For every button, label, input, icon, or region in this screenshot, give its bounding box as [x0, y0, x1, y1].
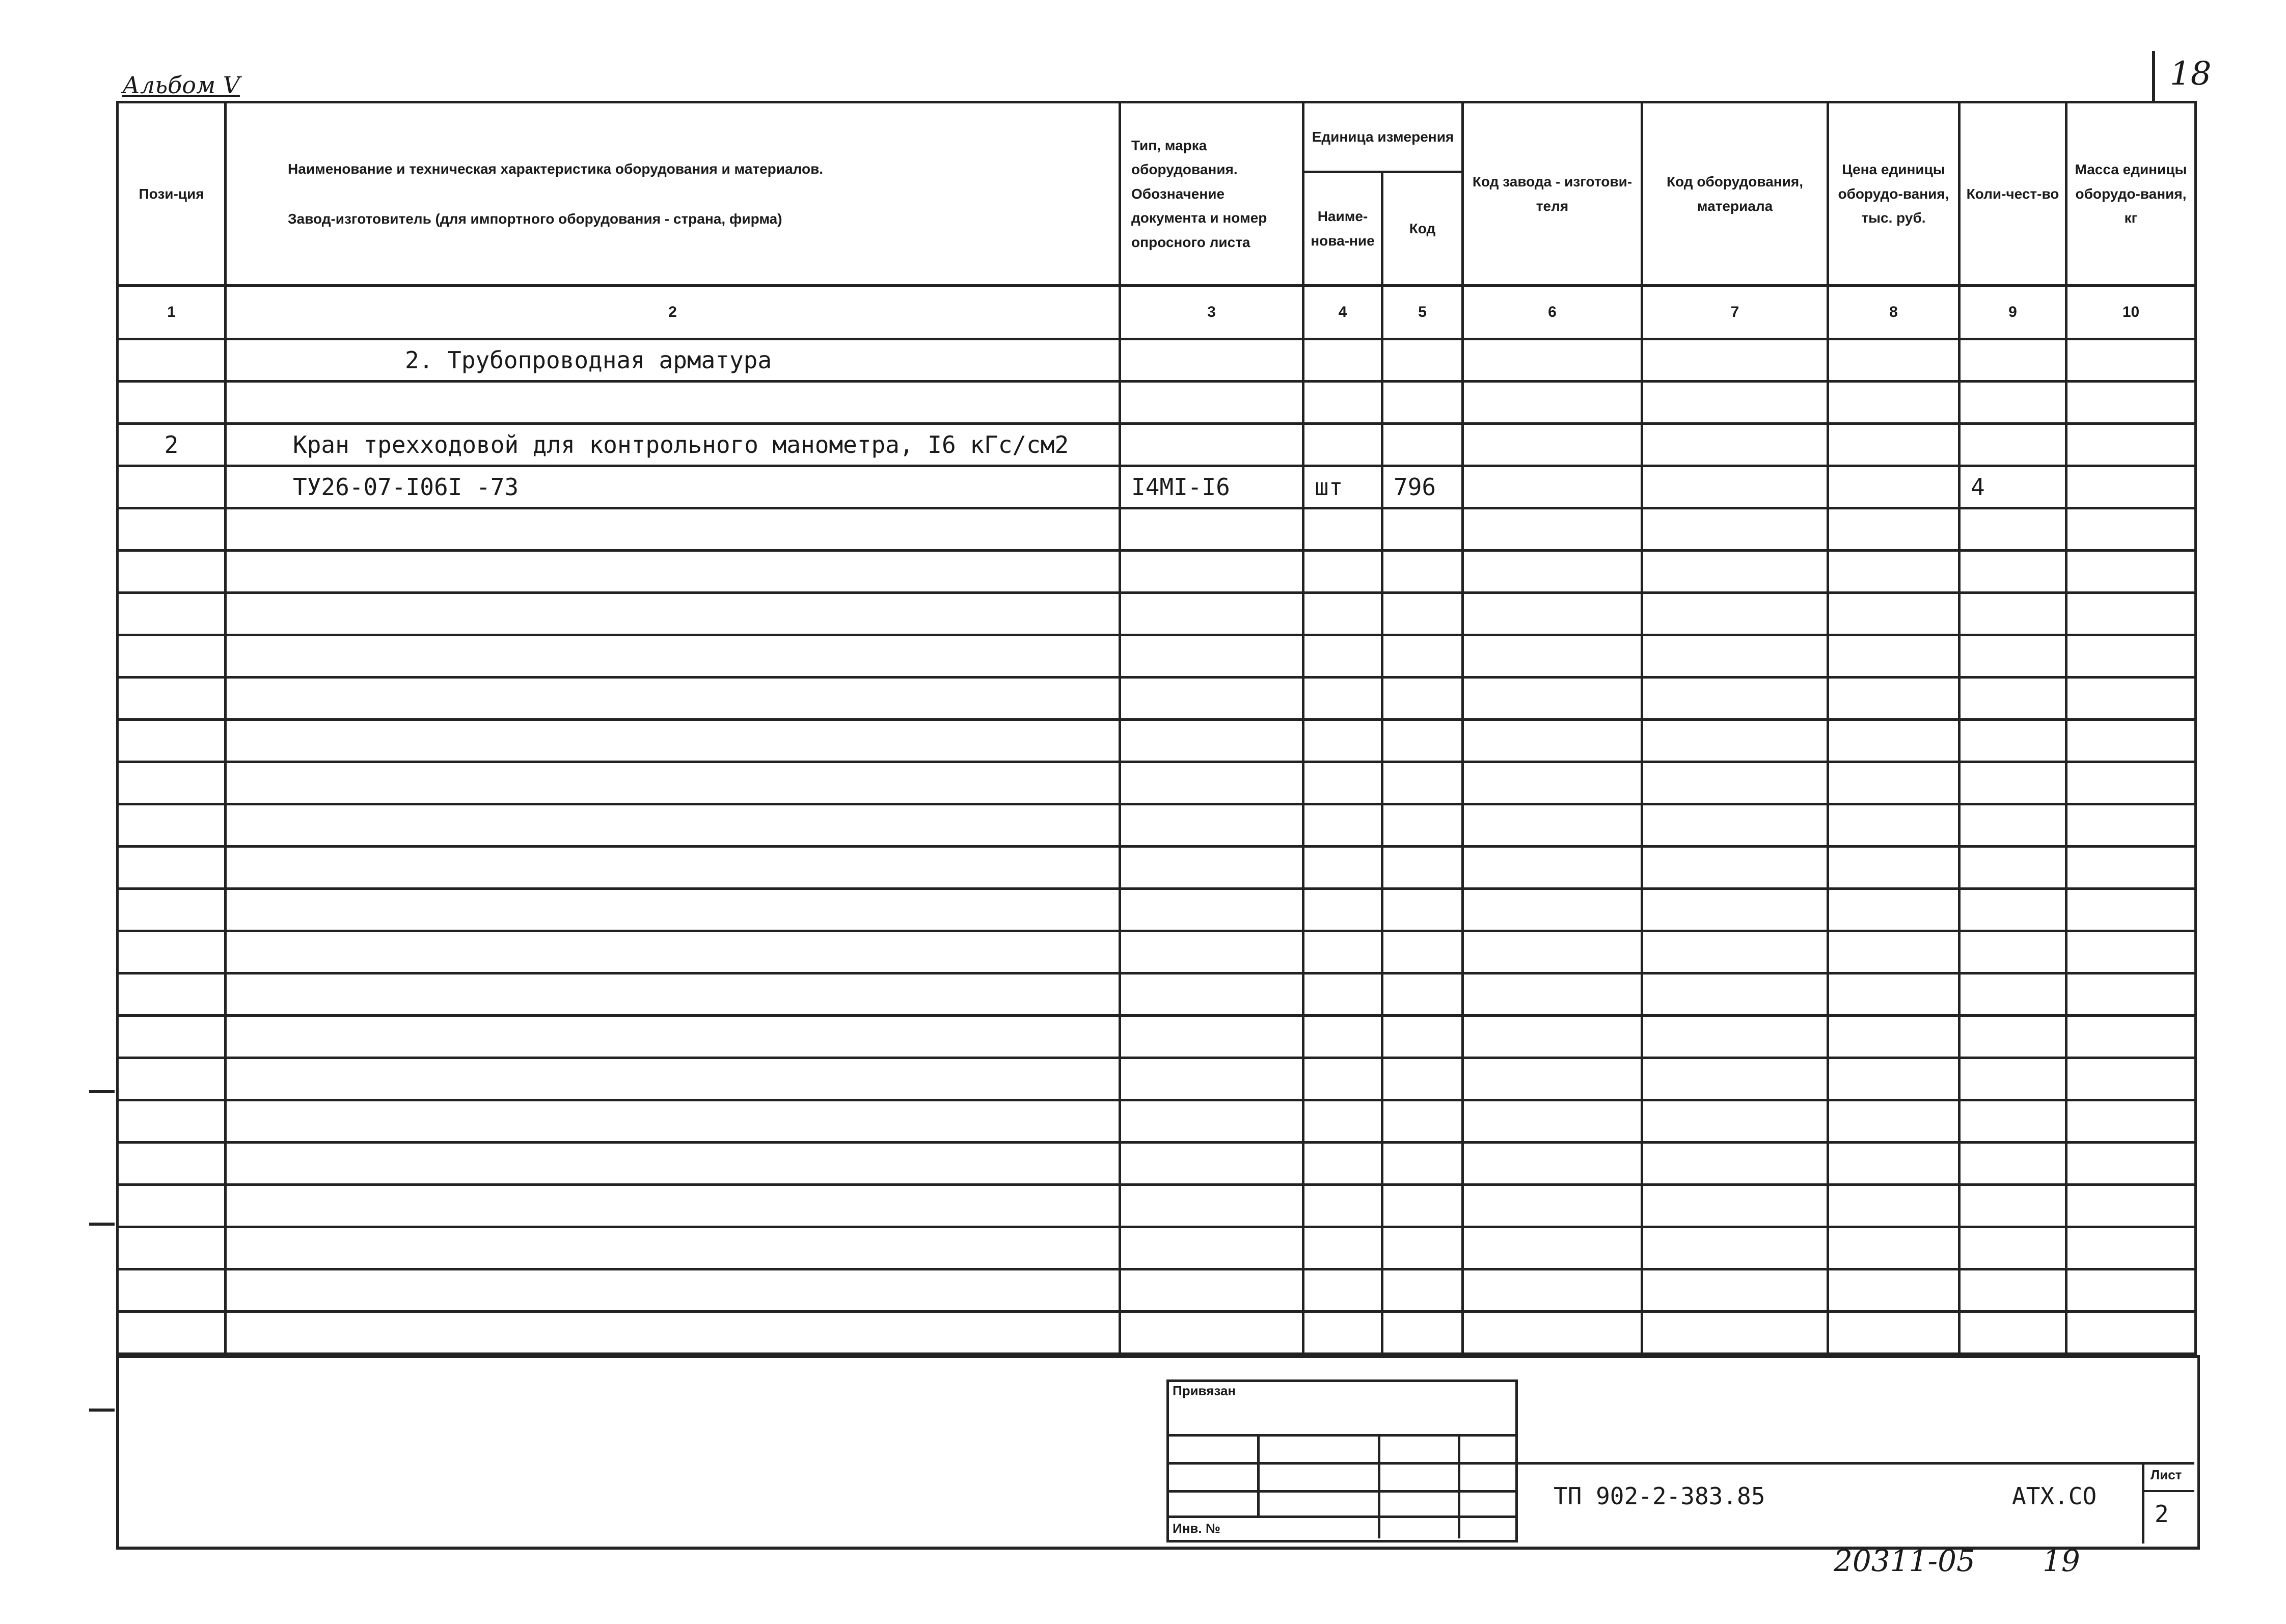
empty-cell — [1960, 1185, 2066, 1227]
empty-cell — [1642, 762, 1828, 804]
col-num: 5 — [1382, 286, 1463, 339]
empty-cell — [1382, 1312, 1463, 1354]
empty-row — [118, 635, 2196, 678]
empty-cell — [118, 889, 226, 931]
empty-cell — [118, 931, 226, 973]
margin-tick — [89, 1090, 115, 1093]
empty-cell — [1463, 678, 1642, 720]
empty-cell — [226, 973, 1120, 1016]
empty-cell — [1642, 1100, 1828, 1143]
empty-cell — [1382, 973, 1463, 1016]
empty-cell — [1828, 931, 1960, 973]
empty-cell — [1303, 1312, 1382, 1354]
empty-cell — [2066, 1143, 2196, 1185]
empty-cell — [118, 593, 226, 635]
cell-code — [1382, 424, 1463, 466]
cell-type — [1120, 382, 1303, 424]
empty-cell — [1463, 847, 1642, 889]
margin-tick — [89, 1223, 115, 1226]
empty-cell — [1960, 1016, 2066, 1058]
empty-cell — [2066, 1100, 2196, 1143]
empty-cell — [1960, 804, 2066, 847]
empty-cell — [226, 889, 1120, 931]
empty-cell — [1960, 1227, 2066, 1269]
header-unit-group: Единица измерения — [1303, 102, 1463, 172]
empty-cell — [1960, 1058, 2066, 1100]
empty-cell — [1642, 678, 1828, 720]
empty-cell — [1960, 635, 2066, 678]
empty-cell — [1303, 1227, 1382, 1269]
empty-cell — [1382, 847, 1463, 889]
empty-cell — [1828, 973, 1960, 1016]
empty-cell — [226, 635, 1120, 678]
empty-cell — [1120, 889, 1303, 931]
empty-cell — [2066, 635, 2196, 678]
empty-cell — [1642, 889, 1828, 931]
empty-cell — [118, 847, 226, 889]
empty-cell — [1463, 804, 1642, 847]
empty-row — [118, 593, 2196, 635]
empty-cell — [1642, 973, 1828, 1016]
empty-cell — [1382, 678, 1463, 720]
bottom-handwritten-number: 19 — [2043, 1544, 2080, 1578]
empty-cell — [1828, 508, 1960, 551]
empty-row — [118, 1312, 2196, 1354]
empty-cell — [1642, 635, 1828, 678]
empty-cell — [1120, 1143, 1303, 1185]
empty-cell — [1828, 635, 1960, 678]
cell-unit — [1303, 382, 1382, 424]
header-equipment-code: Код оборудования, материала — [1642, 102, 1828, 286]
empty-cell — [1303, 593, 1382, 635]
empty-cell — [1463, 762, 1642, 804]
empty-cell — [118, 804, 226, 847]
empty-cell — [2066, 1227, 2196, 1269]
table-row — [118, 466, 2196, 508]
empty-row — [118, 508, 2196, 551]
empty-row — [118, 1227, 2196, 1269]
empty-row — [118, 804, 2196, 847]
empty-cell — [1642, 508, 1828, 551]
empty-cell — [1120, 508, 1303, 551]
empty-cell — [1960, 1143, 2066, 1185]
empty-cell — [1463, 889, 1642, 931]
cell-qty — [1960, 382, 2066, 424]
empty-cell — [118, 720, 226, 762]
empty-cell — [1382, 762, 1463, 804]
doc-mark: АТХ.СО — [2012, 1482, 2097, 1510]
cell-type — [1120, 339, 1303, 382]
cell-name: ТУ26-07-I06I -73 — [226, 466, 1120, 508]
empty-cell — [1828, 1312, 1960, 1354]
empty-cell — [1382, 1143, 1463, 1185]
sheet-number: 2 — [2155, 1500, 2169, 1528]
empty-cell — [1463, 1143, 1642, 1185]
empty-cell — [118, 973, 226, 1016]
empty-cell — [1303, 635, 1382, 678]
header-factory-code: Код завода - изготови-теля — [1463, 102, 1642, 286]
empty-row — [118, 678, 2196, 720]
empty-cell — [1303, 889, 1382, 931]
empty-cell — [1642, 1269, 1828, 1312]
empty-cell — [1642, 1312, 1828, 1354]
empty-cell — [1120, 1058, 1303, 1100]
empty-row — [118, 551, 2196, 593]
empty-cell — [1828, 847, 1960, 889]
table-row — [118, 424, 2196, 466]
empty-cell — [1463, 1058, 1642, 1100]
empty-cell — [1960, 973, 2066, 1016]
empty-row — [118, 1100, 2196, 1143]
cell-type — [1120, 424, 1303, 466]
empty-cell — [226, 1100, 1120, 1143]
margin-tick — [89, 1409, 115, 1412]
empty-cell — [118, 1185, 226, 1227]
empty-cell — [1642, 720, 1828, 762]
empty-cell — [2066, 1312, 2196, 1354]
col-num: 10 — [2066, 286, 2196, 339]
empty-row — [118, 720, 2196, 762]
sheet-label: Лист — [2151, 1467, 2182, 1482]
cell-unit: шт — [1303, 466, 1382, 508]
empty-cell — [1642, 551, 1828, 593]
empty-row — [118, 1016, 2196, 1058]
empty-cell — [1303, 973, 1382, 1016]
empty-cell — [1463, 720, 1642, 762]
empty-cell — [1382, 508, 1463, 551]
empty-cell — [1303, 1058, 1382, 1100]
empty-cell — [1382, 720, 1463, 762]
empty-cell — [1960, 551, 2066, 593]
empty-cell — [1463, 635, 1642, 678]
cell-qty — [1960, 424, 2066, 466]
empty-cell — [226, 804, 1120, 847]
empty-cell — [1463, 551, 1642, 593]
empty-cell — [226, 551, 1120, 593]
col-num: 3 — [1120, 286, 1303, 339]
empty-cell — [118, 678, 226, 720]
empty-cell — [1642, 593, 1828, 635]
attached-stamp — [1166, 1379, 1518, 1542]
cell-qty: 4 — [1960, 466, 2066, 508]
empty-cell — [118, 1227, 226, 1269]
empty-cell — [1382, 1269, 1463, 1312]
empty-cell — [1642, 1016, 1828, 1058]
empty-row — [118, 762, 2196, 804]
empty-cell — [118, 551, 226, 593]
empty-cell — [1303, 508, 1382, 551]
empty-cell — [1303, 1143, 1382, 1185]
empty-cell — [1120, 551, 1303, 593]
empty-cell — [226, 847, 1120, 889]
empty-cell — [1303, 804, 1382, 847]
empty-cell — [2066, 720, 2196, 762]
empty-cell — [226, 1143, 1120, 1185]
empty-cell — [1960, 931, 2066, 973]
bottom-handwritten-code: 20311-05 — [1834, 1544, 1975, 1578]
empty-cell — [226, 1185, 1120, 1227]
empty-cell — [226, 1269, 1120, 1312]
empty-cell — [1642, 804, 1828, 847]
empty-cell — [1303, 1100, 1382, 1143]
empty-cell — [1960, 762, 2066, 804]
empty-cell — [118, 1058, 226, 1100]
empty-cell — [1120, 762, 1303, 804]
empty-cell — [1960, 720, 2066, 762]
empty-cell — [1463, 1312, 1642, 1354]
empty-cell — [2066, 762, 2196, 804]
empty-cell — [118, 1143, 226, 1185]
empty-cell — [1463, 1185, 1642, 1227]
empty-cell — [1120, 804, 1303, 847]
empty-cell — [1642, 847, 1828, 889]
album-label: Альбом V — [122, 71, 240, 99]
empty-cell — [1303, 1185, 1382, 1227]
empty-row — [118, 847, 2196, 889]
header-name — [226, 102, 1120, 286]
header-mass: Масса единицы оборудо-вания, кг — [2066, 102, 2196, 286]
col-num: 7 — [1642, 286, 1828, 339]
empty-cell — [2066, 508, 2196, 551]
empty-row — [118, 1058, 2196, 1100]
empty-cell — [1120, 973, 1303, 1016]
empty-cell — [2066, 973, 2196, 1016]
empty-cell — [1960, 593, 2066, 635]
empty-cell — [1382, 1100, 1463, 1143]
cell-position: 2 — [118, 424, 226, 466]
empty-cell — [226, 508, 1120, 551]
empty-cell — [2066, 931, 2196, 973]
empty-cell — [1828, 1269, 1960, 1312]
empty-cell — [1382, 635, 1463, 678]
cell-position — [118, 382, 226, 424]
empty-cell — [1303, 551, 1382, 593]
header-name-line2: Завод-изготовитель (для импортного оборудования - страна, фирма) — [288, 210, 782, 227]
col-num: 1 — [118, 286, 226, 339]
empty-cell — [1303, 931, 1382, 973]
empty-cell — [1828, 1227, 1960, 1269]
empty-row — [118, 1269, 2196, 1312]
empty-cell — [1828, 1016, 1960, 1058]
empty-cell — [1303, 678, 1382, 720]
lower-frame — [116, 1355, 2200, 1550]
empty-cell — [1828, 678, 1960, 720]
header-price: Цена единицы оборудо-вания, тыс. руб. — [1828, 102, 1960, 286]
empty-cell — [1828, 1100, 1960, 1143]
empty-cell — [1120, 1312, 1303, 1354]
corner-number: 18 — [2170, 55, 2212, 93]
empty-cell — [2066, 1058, 2196, 1100]
header-type: Тип, марка оборудования. Обозначение документа и номер опросного листа — [1120, 102, 1303, 286]
cell-name: 2. Трубопроводная арматура — [226, 339, 1120, 382]
cell-position — [118, 466, 226, 508]
empty-cell — [1960, 678, 2066, 720]
empty-cell — [226, 678, 1120, 720]
empty-cell — [1960, 847, 2066, 889]
empty-cell — [118, 1016, 226, 1058]
cell-type: I4MI-I6 — [1120, 466, 1303, 508]
empty-row — [118, 931, 2196, 973]
empty-cell — [2066, 1016, 2196, 1058]
empty-cell — [1463, 1016, 1642, 1058]
empty-cell — [226, 720, 1120, 762]
empty-cell — [118, 635, 226, 678]
header-row — [118, 102, 2196, 172]
empty-cell — [1960, 1312, 2066, 1354]
empty-cell — [1120, 635, 1303, 678]
empty-cell — [1120, 1227, 1303, 1269]
empty-cell — [118, 508, 226, 551]
empty-cell — [1828, 804, 1960, 847]
empty-cell — [1120, 593, 1303, 635]
cell-position — [118, 339, 226, 382]
empty-cell — [1960, 508, 2066, 551]
empty-cell — [2066, 1269, 2196, 1312]
empty-cell — [1382, 1016, 1463, 1058]
cell-unit — [1303, 339, 1382, 382]
header-name-line1: Наименование и техническая характеристика оборудования и материалов. — [288, 160, 824, 177]
empty-cell — [1463, 593, 1642, 635]
empty-cell — [1828, 1143, 1960, 1185]
cell-code — [1382, 339, 1463, 382]
empty-cell — [1382, 1058, 1463, 1100]
empty-cell — [118, 1269, 226, 1312]
empty-cell — [118, 762, 226, 804]
cell-name: Кран трехходовой для контрольного манометра, I6 кГс/см2 — [226, 424, 1120, 466]
empty-cell — [1828, 1185, 1960, 1227]
empty-cell — [1120, 931, 1303, 973]
empty-cell — [1642, 1058, 1828, 1100]
empty-cell — [1382, 931, 1463, 973]
col-num: 9 — [1960, 286, 2066, 339]
empty-cell — [2066, 593, 2196, 635]
corner-divider — [2152, 51, 2155, 102]
empty-cell — [1303, 762, 1382, 804]
empty-cell — [1303, 847, 1382, 889]
column-number-row — [118, 286, 2196, 339]
empty-cell — [1960, 889, 2066, 931]
attached-label: Привязан — [1173, 1383, 1236, 1398]
empty-cell — [1828, 889, 1960, 931]
empty-cell — [2066, 678, 2196, 720]
cell-name — [226, 382, 1120, 424]
empty-cell — [1642, 1227, 1828, 1269]
empty-cell — [226, 931, 1120, 973]
empty-cell — [1642, 931, 1828, 973]
empty-cell — [1120, 678, 1303, 720]
empty-cell — [1828, 720, 1960, 762]
empty-cell — [1303, 720, 1382, 762]
empty-cell — [2066, 889, 2196, 931]
empty-cell — [118, 1312, 226, 1354]
col-num: 8 — [1828, 286, 1960, 339]
col-num: 6 — [1463, 286, 1642, 339]
empty-cell — [1382, 1185, 1463, 1227]
empty-cell — [2066, 551, 2196, 593]
cell-code: 796 — [1382, 466, 1463, 508]
empty-cell — [1382, 593, 1463, 635]
empty-cell — [2066, 847, 2196, 889]
empty-cell — [226, 593, 1120, 635]
cell-code — [1382, 382, 1463, 424]
empty-cell — [1303, 1016, 1382, 1058]
empty-cell — [1303, 1269, 1382, 1312]
empty-cell — [1120, 720, 1303, 762]
empty-cell — [1120, 1269, 1303, 1312]
empty-cell — [1828, 762, 1960, 804]
empty-cell — [1960, 1100, 2066, 1143]
col-num: 2 — [226, 286, 1120, 339]
empty-cell — [1463, 1269, 1642, 1312]
empty-cell — [1960, 1269, 2066, 1312]
empty-cell — [1120, 1100, 1303, 1143]
empty-cell — [1463, 973, 1642, 1016]
empty-row — [118, 1185, 2196, 1227]
col-num: 4 — [1303, 286, 1382, 339]
empty-cell — [1120, 1185, 1303, 1227]
empty-cell — [1382, 1227, 1463, 1269]
empty-row — [118, 1143, 2196, 1185]
empty-cell — [2066, 1185, 2196, 1227]
empty-cell — [226, 1016, 1120, 1058]
empty-cell — [1120, 847, 1303, 889]
empty-cell — [1828, 551, 1960, 593]
empty-cell — [1382, 889, 1463, 931]
table-row — [118, 382, 2196, 424]
equipment-table — [116, 101, 2197, 1355]
empty-cell — [1120, 1016, 1303, 1058]
inv-label: Инв. № — [1173, 1521, 1220, 1536]
header-unit-name: Наиме-нова-ние — [1303, 172, 1382, 285]
header-position: Пози-ция — [118, 102, 226, 286]
header-quantity: Коли-чест-во — [1960, 102, 2066, 286]
empty-cell — [226, 762, 1120, 804]
empty-row — [118, 889, 2196, 931]
empty-cell — [1828, 593, 1960, 635]
table-row — [118, 339, 2196, 382]
empty-cell — [1382, 551, 1463, 593]
empty-cell — [1642, 1143, 1828, 1185]
empty-cell — [118, 1100, 226, 1143]
header-unit-code: Код — [1382, 172, 1463, 285]
doc-code: ТП 902-2-383.85 — [1554, 1482, 1765, 1510]
empty-cell — [1463, 1100, 1642, 1143]
empty-cell — [1463, 508, 1642, 551]
empty-cell — [226, 1058, 1120, 1100]
empty-cell — [1828, 1058, 1960, 1100]
empty-row — [118, 973, 2196, 1016]
empty-cell — [2066, 804, 2196, 847]
empty-cell — [1642, 1185, 1828, 1227]
cell-unit — [1303, 424, 1382, 466]
empty-cell — [1463, 931, 1642, 973]
empty-cell — [226, 1312, 1120, 1354]
empty-cell — [226, 1227, 1120, 1269]
cell-qty — [1960, 339, 2066, 382]
empty-cell — [1463, 1227, 1642, 1269]
empty-cell — [1382, 804, 1463, 847]
